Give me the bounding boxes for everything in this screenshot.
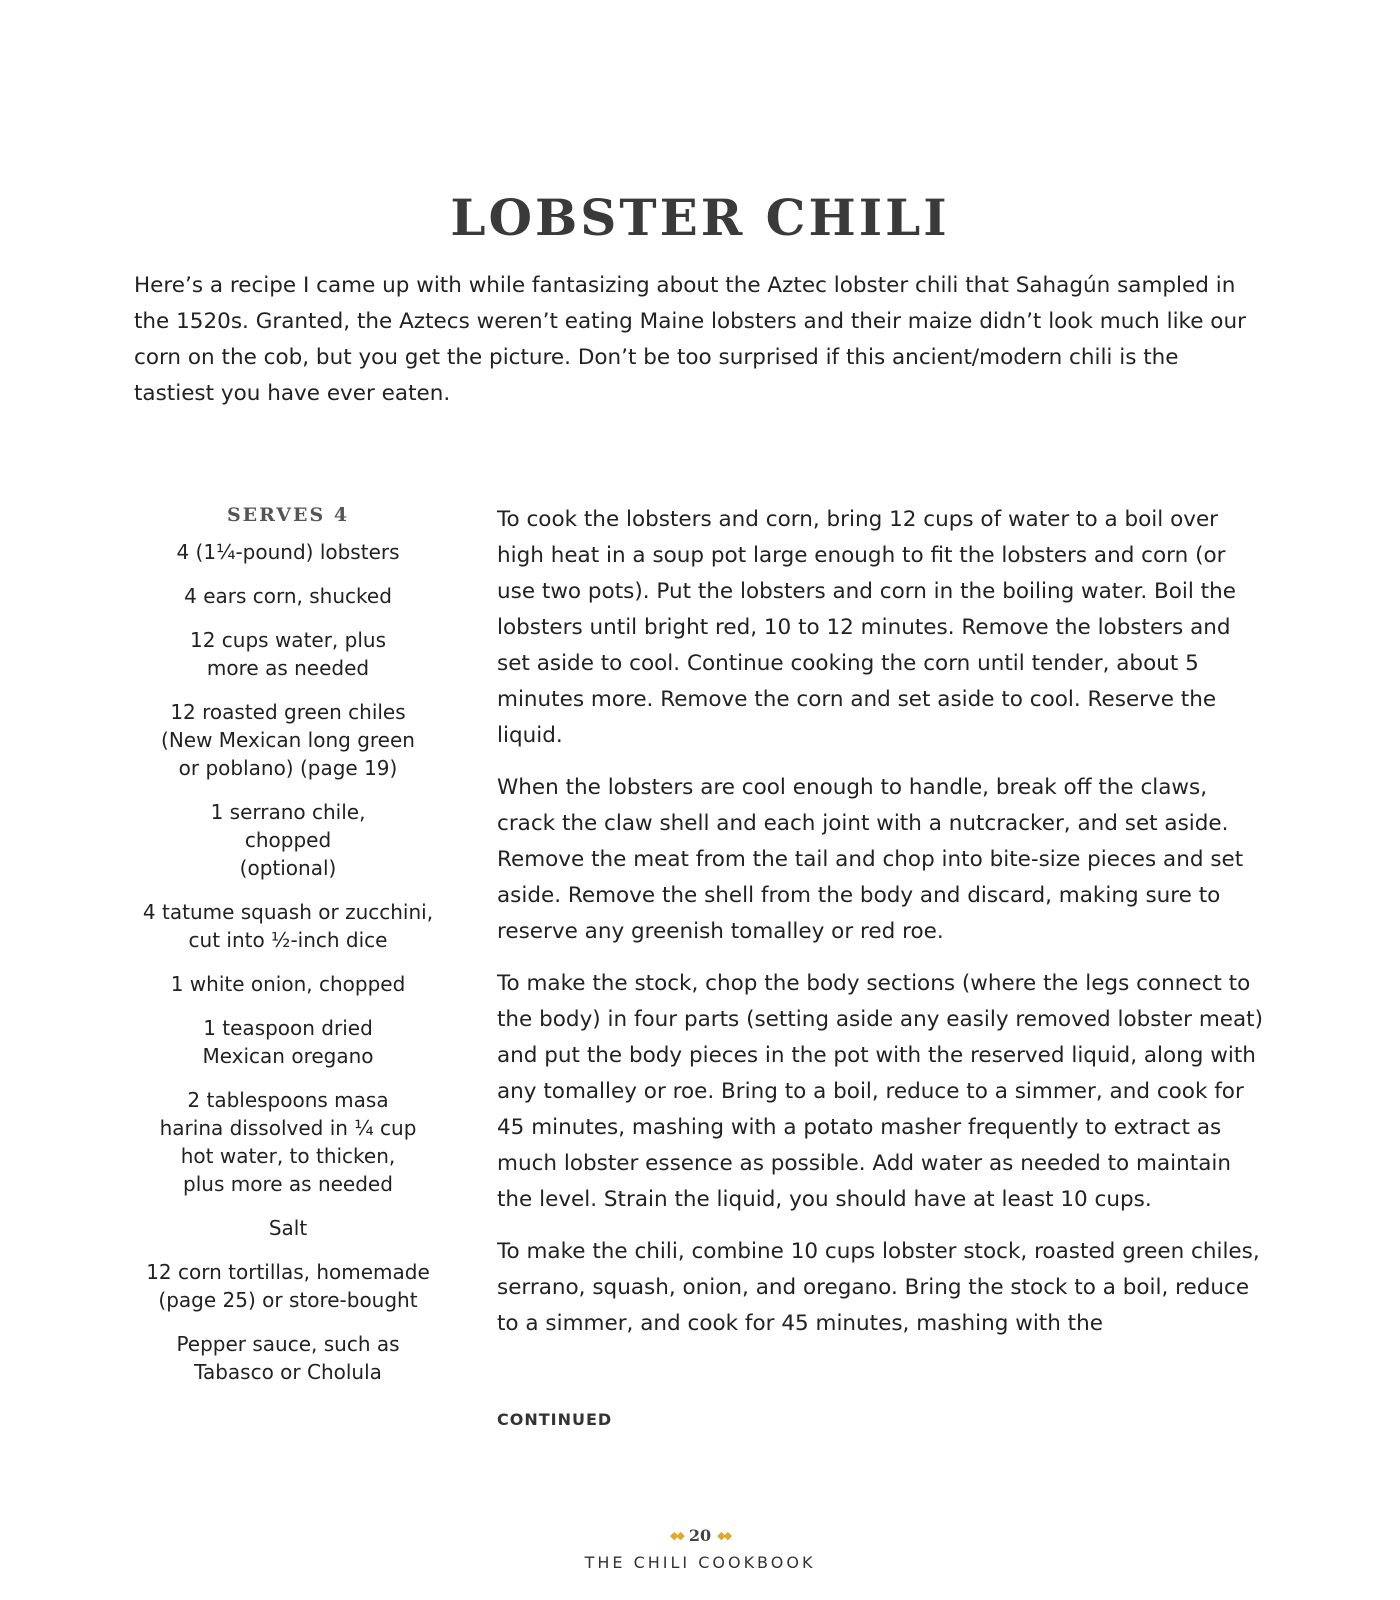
ingredient-item: 12 cups water, plus more as needed bbox=[190, 628, 386, 680]
method-column bbox=[497, 502, 1267, 1358]
page-number: 20 bbox=[688, 1526, 712, 1545]
serves-heading: SERVES 4 bbox=[226, 504, 350, 526]
ingredients-column bbox=[130, 502, 446, 1402]
continued-label: CONTINUED bbox=[497, 1410, 613, 1429]
page-footer bbox=[0, 1525, 1400, 1572]
ingredient-item: 4 tatume squash or zucchini, cut into ½-inch dice bbox=[142, 900, 434, 952]
method-step: When the lobsters are cool enough to handle, break off the claws, crack the claw shell and each joint with a nutcracker, and set aside. Remove the meat from the tail and chop into bite-size pieces and set aside. Remove the shell from the body and discard, making sure to reserve any greenish tomalley or red roe. bbox=[497, 775, 1244, 944]
method-step: To cook the lobsters and corn, bring 12 cups of water to a boil over high heat in a soup pot large enough to fit the lobsters and corn (or use two pots). Put the lobsters and corn in the boiling water. Boil the lobsters until bright red, 10 to 12 minutes. Remove the lobsters and set aside to cool. Continue cooking the corn until tender, about 5 minutes more. Remove the corn and set aside to cool. Reserve the liquid. bbox=[497, 507, 1236, 748]
ingredient-item: Pepper sauce, such as Tabasco or Cholula bbox=[176, 1332, 400, 1384]
recipe-intro: Here’s a recipe I came up with while fantasizing about the Aztec lobster chili that Sahagún sampled in the 1520s. Granted, the Aztecs weren’t eating Maine lobsters and their maize didn’t look much like our corn on the cob, but you get the picture. Don’t be too surprised if this ancient/modern chili is the tastiest you have ever eaten. bbox=[134, 273, 1246, 406]
ingredient-item: 1 teaspoon dried Mexican oregano bbox=[202, 1016, 374, 1068]
ingredient-list bbox=[130, 538, 446, 1386]
ingredient-item: 1 serrano chile, chopped (optional) bbox=[210, 800, 366, 880]
method-step: To make the stock, chop the body sections (where the legs connect to the body) in four parts (setting aside any easily removed lobster meat) and put the body pieces in the pot with the reserved liquid, along with any tomalley or roe. Bring to a boil, reduce to a simmer, and cook for 45 minutes, mashing with a potato masher frequently to extract as much lobster essence as possible. Add water as needed to maintain the level. Strain the liquid, you should have at least 10 cups. bbox=[497, 971, 1263, 1212]
ingredient-item: 12 roasted green chiles (New Mexican long green or poblano) (page 19) bbox=[161, 700, 415, 780]
recipe-title: LOBSTER CHILI bbox=[450, 188, 950, 247]
ingredient-item: 2 tablespoons masa harina dissolved in ¼ cup hot water, to thicken, plus more as needed bbox=[159, 1088, 417, 1196]
page-number-row bbox=[0, 1525, 1400, 1547]
ornament-left-icon: ◆◆ bbox=[669, 1529, 683, 1542]
ingredient-item: 4 (1¼-pound) lobsters bbox=[176, 540, 400, 564]
ingredient-item: 1 white onion, chopped bbox=[170, 972, 406, 996]
ingredient-item: 4 ears corn, shucked bbox=[184, 584, 392, 608]
ornament-right-icon: ◆◆ bbox=[717, 1529, 731, 1542]
ingredient-item: Salt bbox=[268, 1216, 308, 1240]
ingredient-item: 12 corn tortillas, homemade (page 25) or store-bought bbox=[146, 1260, 430, 1312]
method-step: To make the chili, combine 10 cups lobster stock, roasted green chiles, serrano, squash, onion, and oregano. Bring the stock to a boil, reduce to a simmer, and cook for 45 minutes, mashing with the bbox=[497, 1239, 1260, 1336]
book-title: THE CHILI COOKBOOK bbox=[584, 1553, 816, 1572]
